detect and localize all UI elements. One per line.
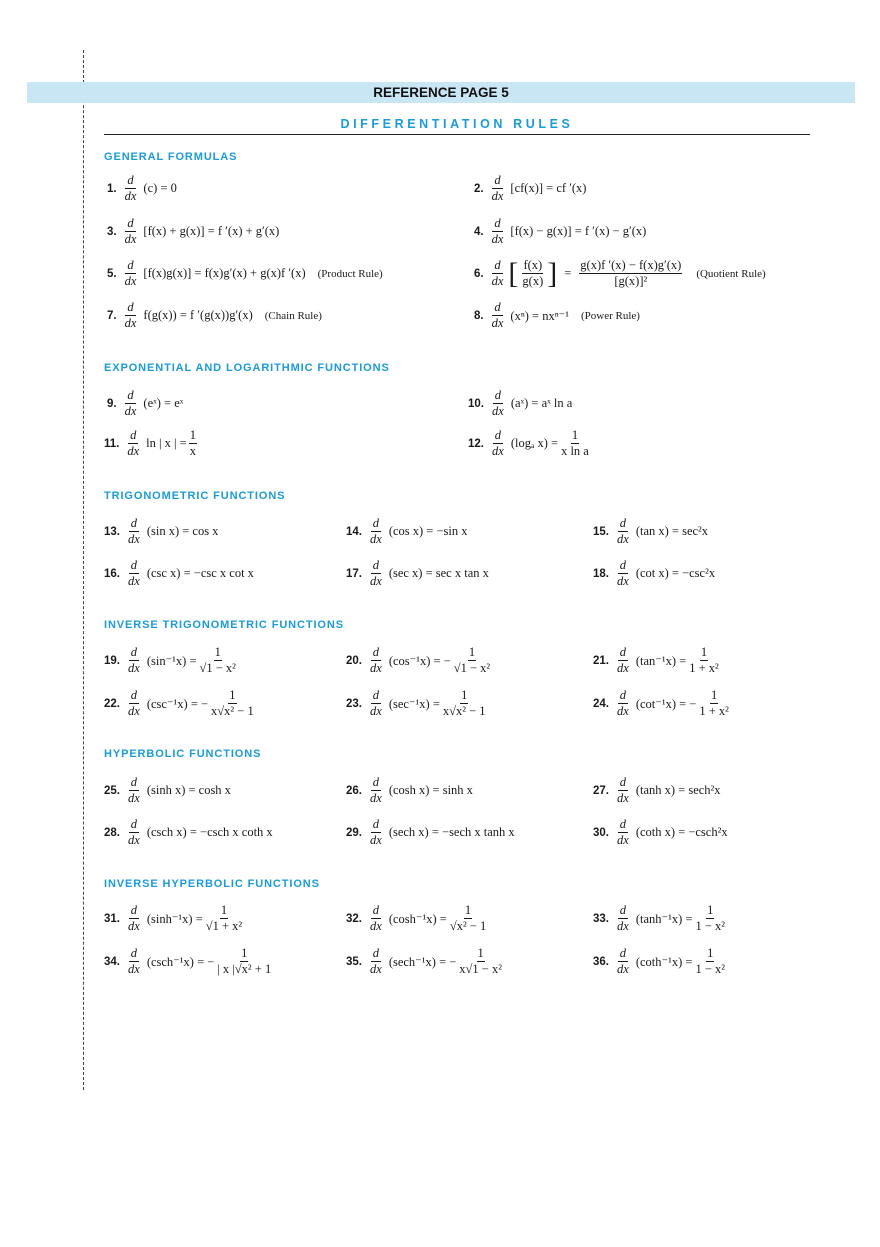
formula-body: (tanh⁻¹x) =: [635, 911, 693, 926]
formula-number: 35.: [346, 955, 362, 968]
formula-22: [104, 688, 257, 719]
formula-number: 26.: [346, 784, 362, 797]
formula-body: (sech x) = −sech x tanh x: [388, 825, 515, 839]
derivative-operator: [126, 688, 142, 719]
derivative-operator-denominator: dx: [128, 532, 140, 546]
formula-4: [474, 216, 646, 247]
derivative-operator-denominator: dx: [370, 661, 382, 675]
derivative-operator-numerator: d: [619, 688, 627, 702]
formula-body: (sin⁻¹x) =: [146, 653, 197, 668]
formula-body: (coth⁻¹x) =: [635, 954, 693, 969]
formula-body: f(g(x)) = f ′(g(x))g′(x): [143, 308, 253, 322]
derivative-operator-numerator: d: [372, 688, 380, 702]
formula-number: 12.: [468, 437, 484, 450]
formula-body: (tan⁻¹x) =: [635, 653, 687, 668]
derivative-operator-numerator: d: [130, 903, 138, 917]
formula-16: [104, 558, 254, 589]
derivative-operator-denominator: dx: [124, 232, 137, 246]
derivative-operator: [123, 388, 139, 419]
result-fraction-denominator: x: [189, 444, 196, 458]
formula-number: 4.: [474, 225, 484, 238]
formula-body: (csc⁻¹x) = −: [146, 696, 209, 711]
formula-15: [593, 516, 708, 547]
formula-number: 21.: [593, 654, 609, 667]
result-fraction-numerator: 1: [700, 645, 708, 659]
formula-19: [104, 645, 239, 676]
formula-number: 1.: [107, 182, 117, 195]
result-fraction: [694, 903, 726, 934]
derivative-operator-denominator: dx: [128, 833, 140, 847]
result-fraction-numerator: 1: [468, 645, 476, 659]
result-fraction-numerator: 1: [477, 946, 484, 960]
formula-body: [f(x) + g(x)] = f ′(x) + g′(x): [143, 224, 280, 238]
formula-body: (cosh x) = sinh x: [388, 783, 473, 797]
derivative-operator: [490, 388, 506, 419]
formula-number: 8.: [474, 309, 484, 322]
result-fraction: [449, 903, 487, 934]
derivative-operator-numerator: d: [130, 775, 138, 789]
derivative-operator: [126, 775, 142, 806]
formula-body: (csc x) = −csc x cot x: [146, 566, 254, 580]
formula-body: (sin x) = cos x: [146, 524, 219, 538]
result-fraction-denominator: 1 + x²: [689, 661, 719, 675]
result-fraction: [694, 946, 726, 977]
result-fraction: [698, 688, 730, 719]
formula-12: [468, 428, 592, 459]
derivative-operator: [126, 645, 142, 676]
result-fraction-numerator: 1: [707, 903, 714, 917]
formula-32: [346, 903, 489, 934]
formula-body: [f(x)g(x)] = f(x)g′(x) + g(x)f ′(x): [143, 266, 306, 280]
formula-21: [593, 645, 722, 676]
result-fraction: [458, 946, 503, 977]
rule-note: (Chain Rule): [264, 309, 322, 322]
derivative-operator-denominator: dx: [491, 274, 504, 288]
formula-body: (xⁿ) = nxⁿ⁻¹: [510, 308, 569, 323]
derivative-operator-numerator: d: [619, 946, 627, 960]
formula-10: [468, 388, 572, 419]
derivative-operator-numerator: d: [130, 558, 138, 572]
formula-number: 14.: [346, 525, 362, 538]
result-fraction-denominator: √x² − 1: [449, 919, 487, 933]
section-general-formulas: GENERAL FORMULAS: [104, 151, 238, 163]
derivative-operator-numerator: d: [619, 903, 627, 917]
page-title: DIFFERENTIATION RULES: [340, 117, 574, 131]
derivative-operator-denominator: dx: [127, 444, 140, 458]
formula-body: (cot⁻¹x) = −: [635, 696, 697, 711]
derivative-operator: [123, 173, 139, 204]
title-rule: [104, 134, 810, 135]
quotient-argument-numerator: f(x): [523, 258, 543, 272]
formula-number: 9.: [107, 397, 117, 410]
derivative-operator-denominator: dx: [491, 316, 504, 330]
formula-23: [346, 688, 489, 719]
result-fraction-numerator: 1: [711, 688, 718, 702]
derivative-operator-denominator: dx: [370, 532, 382, 546]
formula-number: 20.: [346, 654, 362, 667]
derivative-operator-numerator: d: [127, 216, 134, 230]
derivative-operator-denominator: dx: [128, 791, 140, 805]
derivative-operator: [490, 300, 506, 331]
formula-number: 25.: [104, 784, 120, 797]
derivative-operator-numerator: d: [619, 558, 627, 572]
result-fraction-denominator: √1 − x²: [199, 661, 236, 675]
result-fraction-numerator: 1: [220, 903, 228, 917]
derivative-operator: [126, 946, 142, 977]
section-trigonometric: TRIGONOMETRIC FUNCTIONS: [104, 490, 286, 502]
quotient-argument: [521, 258, 544, 289]
formula-body: (sinh⁻¹x) =: [146, 911, 203, 926]
derivative-operator: [615, 688, 631, 719]
rule-note: (Power Rule): [581, 309, 640, 322]
formula-body: (cosh⁻¹x) =: [388, 911, 447, 926]
derivative-operator-numerator: d: [372, 558, 380, 572]
derivative-operator: [368, 516, 384, 547]
derivative-operator: [490, 173, 506, 204]
formula-body: (cos x) = −sin x: [388, 524, 468, 538]
formula-8: [474, 300, 640, 331]
formula-number: 18.: [593, 567, 609, 580]
rule-note: (Product Rule): [317, 267, 383, 280]
result-fraction: [442, 688, 487, 719]
result-fraction-denominator: 1 − x²: [695, 919, 725, 933]
derivative-operator-numerator: d: [372, 516, 380, 530]
result-fraction-denominator: √1 − x²: [453, 661, 491, 675]
derivative-operator: [368, 645, 384, 676]
result-fraction: [205, 903, 243, 934]
result-fraction: [199, 645, 237, 676]
result-fraction-denominator: √1 + x²: [205, 919, 243, 933]
derivative-operator: [125, 428, 141, 459]
formula-body: (sec⁻¹x) =: [388, 696, 440, 711]
margin-dashed-line: [83, 50, 84, 1090]
result-fraction: [216, 946, 272, 977]
derivative-operator-denominator: dx: [617, 704, 629, 718]
formula-body: (cos⁻¹x) = −: [388, 653, 451, 668]
derivative-operator-denominator: dx: [491, 189, 504, 203]
result-fraction: [210, 688, 255, 719]
formula-number: 36.: [593, 955, 609, 968]
formula-9: [107, 388, 183, 419]
formula-34: [104, 946, 274, 977]
derivative-operator: [615, 903, 631, 934]
derivative-operator: [615, 817, 631, 848]
section-inverse-trig: INVERSE TRIGONOMETRIC FUNCTIONS: [104, 619, 344, 631]
formula-number: 2.: [474, 182, 484, 195]
formula-13: [104, 516, 218, 547]
derivative-operator-denominator: dx: [617, 532, 629, 546]
formula-28: [104, 817, 273, 848]
derivative-operator-numerator: d: [494, 258, 501, 272]
derivative-operator-numerator: d: [494, 428, 502, 442]
formula-number: 11.: [104, 437, 120, 450]
derivative-operator: [368, 558, 384, 589]
result-fraction: [560, 428, 590, 459]
formula-number: 23.: [346, 697, 362, 710]
formula-14: [346, 516, 468, 547]
formula-number: 16.: [104, 567, 120, 580]
formula-number: 24.: [593, 697, 609, 710]
formula-number: 10.: [468, 397, 484, 410]
derivative-operator-denominator: dx: [617, 791, 629, 805]
formula-1: [107, 173, 177, 204]
formula-11: [104, 428, 199, 459]
formula-36: [593, 946, 728, 977]
formula-number: 33.: [593, 912, 609, 925]
section-hyperbolic: HYPERBOLIC FUNCTIONS: [104, 748, 262, 760]
formula-27: [593, 775, 721, 806]
derivative-operator: [126, 558, 142, 589]
result-fraction-denominator: 1 + x²: [699, 704, 729, 718]
derivative-operator: [123, 216, 139, 247]
derivative-operator-denominator: dx: [617, 962, 629, 976]
formula-number: 27.: [593, 784, 609, 797]
formula-31: [104, 903, 245, 934]
section-inverse-hyperbolic: INVERSE HYPERBOLIC FUNCTIONS: [104, 878, 320, 890]
derivative-operator: [615, 946, 631, 977]
result-fraction-numerator: 1: [241, 946, 248, 960]
formula-5: [107, 258, 383, 289]
formula-number: 19.: [104, 654, 120, 667]
equals-sign: =: [564, 266, 572, 280]
derivative-operator-denominator: dx: [124, 316, 137, 330]
derivative-operator-denominator: dx: [617, 661, 629, 675]
formula-number: 30.: [593, 826, 609, 839]
result-fraction-denominator: x√1 − x²: [459, 962, 502, 976]
rule-note: (Quotient Rule): [696, 267, 766, 280]
result-fraction-numerator: 1: [571, 428, 579, 442]
derivative-operator-denominator: dx: [617, 574, 629, 588]
formula-body: (logₐ x) =: [510, 436, 559, 450]
result-fraction: [453, 645, 491, 676]
result-fraction-numerator: 1: [189, 428, 196, 442]
result-fraction-denominator: | x |√x² + 1: [217, 962, 272, 976]
formula-number: 22.: [104, 697, 120, 710]
derivative-operator: [615, 558, 631, 589]
reference-page-banner: REFERENCE PAGE 5: [27, 82, 855, 103]
derivative-operator: [368, 688, 384, 719]
derivative-operator-numerator: d: [494, 216, 501, 230]
derivative-operator: [126, 516, 142, 547]
formula-body: (c) = 0: [143, 181, 177, 195]
derivative-operator-numerator: d: [372, 817, 380, 831]
derivative-operator-numerator: d: [372, 903, 380, 917]
derivative-operator: [126, 903, 142, 934]
formula-body: (csch x) = −csch x coth x: [146, 825, 273, 839]
result-fraction: [688, 645, 720, 676]
derivative-operator-numerator: d: [372, 946, 380, 960]
formula-20: [346, 645, 493, 676]
result-fraction-numerator: 1: [229, 688, 236, 702]
derivative-operator-denominator: dx: [370, 919, 382, 933]
formula-29: [346, 817, 515, 848]
quotient-result-numerator: g(x)f ′(x) − f(x)g′(x): [580, 258, 682, 272]
derivative-operator-denominator: dx: [492, 404, 504, 418]
formula-24: [593, 688, 732, 719]
derivative-operator-numerator: d: [619, 775, 627, 789]
formula-30: [593, 817, 728, 848]
derivative-operator-denominator: dx: [492, 444, 504, 458]
derivative-operator: [615, 645, 631, 676]
formula-6: [474, 258, 766, 289]
formula-number: 15.: [593, 525, 609, 538]
derivative-operator-numerator: d: [130, 516, 138, 530]
formula-2: [474, 173, 586, 204]
derivative-operator-denominator: dx: [128, 704, 140, 718]
formula-number: 29.: [346, 826, 362, 839]
left-bracket: [: [508, 256, 519, 290]
derivative-operator: [490, 428, 506, 459]
derivative-operator-numerator: d: [130, 645, 138, 659]
derivative-operator: [615, 516, 631, 547]
formula-body: [cf(x)] = cf ′(x): [510, 181, 587, 195]
derivative-operator-numerator: d: [130, 946, 138, 960]
formula-body: ln | x | =: [146, 436, 187, 450]
formula-26: [346, 775, 473, 806]
formula-18: [593, 558, 715, 589]
formula-body: (cot x) = −csc²x: [635, 566, 716, 580]
formula-body: (sinh x) = cosh x: [146, 783, 231, 797]
formula-35: [346, 946, 505, 977]
formula-17: [346, 558, 489, 589]
derivative-operator-denominator: dx: [128, 661, 140, 675]
derivative-operator-denominator: dx: [617, 919, 629, 933]
derivative-operator-numerator: d: [130, 688, 138, 702]
quotient-argument-denominator: g(x): [522, 274, 544, 288]
result-fraction-denominator: 1 − x²: [695, 962, 725, 976]
derivative-operator: [123, 258, 139, 289]
formula-number: 3.: [107, 225, 117, 238]
formula-number: 32.: [346, 912, 362, 925]
derivative-operator: [615, 775, 631, 806]
formula-body: (coth x) = −csch²x: [635, 825, 728, 839]
formula-25: [104, 775, 231, 806]
derivative-operator-numerator: d: [127, 173, 134, 187]
result-fraction-numerator: 1: [464, 903, 472, 917]
formula-body: (tan x) = sec²x: [635, 524, 709, 538]
formula-number: 31.: [104, 912, 120, 925]
formula-body: (tanh x) = sech²x: [635, 783, 721, 797]
result-fraction-denominator: x√x² − 1: [442, 704, 486, 718]
derivative-operator-denominator: dx: [124, 274, 137, 288]
derivative-operator: [368, 946, 384, 977]
formula-7: [107, 300, 322, 331]
formula-number: 6.: [474, 267, 484, 280]
derivative-operator: [123, 300, 139, 331]
formula-number: 7.: [107, 309, 117, 322]
derivative-operator-denominator: dx: [370, 704, 382, 718]
derivative-operator: [490, 258, 506, 289]
derivative-operator-numerator: d: [130, 428, 137, 442]
derivative-operator-denominator: dx: [491, 232, 504, 246]
derivative-operator-denominator: dx: [128, 574, 140, 588]
derivative-operator-denominator: dx: [370, 574, 382, 588]
formula-number: 34.: [104, 955, 120, 968]
derivative-operator: [368, 775, 384, 806]
formula-number: 13.: [104, 525, 120, 538]
quotient-result-denominator: [g(x)]²: [614, 274, 648, 288]
section-exponential-log: EXPONENTIAL AND LOGARITHMIC FUNCTIONS: [104, 362, 390, 374]
derivative-operator: [126, 817, 142, 848]
derivative-operator-denominator: dx: [370, 791, 382, 805]
derivative-operator-numerator: d: [127, 258, 134, 272]
result-fraction: [189, 428, 197, 459]
quotient-result: [579, 258, 682, 289]
derivative-operator-numerator: d: [494, 388, 502, 402]
derivative-operator: [368, 903, 384, 934]
formula-number: 28.: [104, 826, 120, 839]
formula-3: [107, 216, 279, 247]
formula-body: (sech⁻¹x) = −: [388, 954, 457, 969]
derivative-operator-denominator: dx: [370, 962, 382, 976]
formula-33: [593, 903, 728, 934]
result-fraction-denominator: x ln a: [561, 444, 589, 458]
derivative-operator-numerator: d: [372, 645, 380, 659]
derivative-operator-numerator: d: [127, 300, 134, 314]
result-fraction-denominator: x√x² − 1: [211, 704, 254, 718]
derivative-operator-denominator: dx: [370, 833, 382, 847]
derivative-operator-denominator: dx: [617, 833, 629, 847]
derivative-operator-numerator: d: [494, 173, 501, 187]
derivative-operator-denominator: dx: [128, 919, 140, 933]
derivative-operator: [490, 216, 506, 247]
formula-body: (aˣ) = aˣ ln a: [510, 396, 573, 410]
derivative-operator-numerator: d: [619, 645, 627, 659]
formula-body: (sec x) = sec x tan x: [388, 566, 489, 580]
derivative-operator-denominator: dx: [124, 404, 137, 418]
formula-body: [f(x) − g(x)] = f ′(x) − g′(x): [510, 224, 647, 238]
result-fraction-numerator: 1: [461, 688, 468, 702]
right-bracket: ]: [547, 256, 558, 290]
result-fraction-numerator: 1: [707, 946, 714, 960]
formula-number: 17.: [346, 567, 362, 580]
formula-body: (eˣ) = eˣ: [143, 396, 184, 410]
formula-body: (csch⁻¹x) = −: [146, 954, 215, 969]
result-fraction-numerator: 1: [214, 645, 221, 659]
derivative-operator-numerator: d: [494, 300, 501, 314]
derivative-operator-denominator: dx: [128, 962, 140, 976]
derivative-operator-numerator: d: [619, 817, 627, 831]
derivative-operator-numerator: d: [130, 817, 138, 831]
derivative-operator-numerator: d: [127, 388, 134, 402]
derivative-operator-numerator: d: [619, 516, 627, 530]
derivative-operator-denominator: dx: [124, 189, 137, 203]
derivative-operator-numerator: d: [372, 775, 380, 789]
formula-number: 5.: [107, 267, 117, 280]
derivative-operator: [368, 817, 384, 848]
